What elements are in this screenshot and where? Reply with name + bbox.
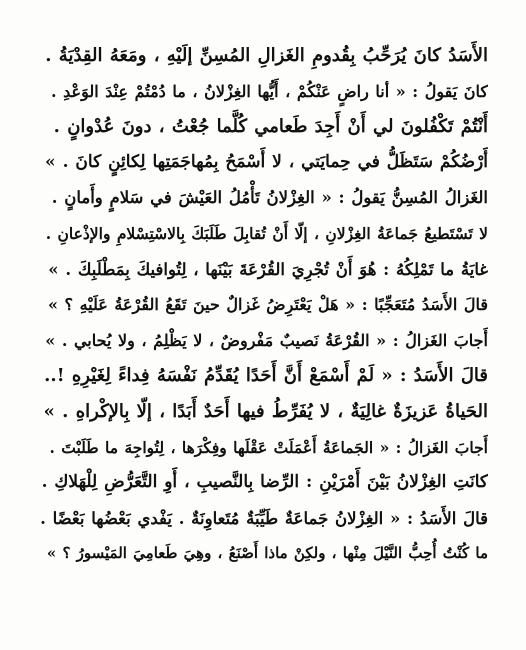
text-line-13: كانَتِ الغِزْلانُ بَيْنَ أَمْرَيْنِ : الرِّضا بِالنَّصيبِ ، أَوِ التَّعَرُّضِ لِلْهَلاكِ . xyxy=(41,472,488,493)
text-line-5: الغَزالُ المُسِنُّ يَقولُ : « الغِزْلانُ تَأْمُلُ العَيْشَ في سَلامٍ وأَمانٍ . xyxy=(51,188,488,208)
text-line-14: قالَ الأَسَدُ : « الغِزْلانُ جَماعَةٌ طَيِّبَةٌ مُتَعاوِنَةٌ . يَفْدي بَعْضُها بَعْضًا . xyxy=(40,508,488,528)
text-line-6: لا تَسْتَطيعُ جَماعَةُ الغِزْلانِ ، إلّا أَنْ تُقابِلَ طَلَبَكَ بِالاسْتِسْلامِ والإذْعانِ . xyxy=(45,223,488,243)
text-line-1: الأَسَدُ كانَ يُرَحِّبُ بِقُدومِ الغَزالِ المُسِنِّ إلَيْهِ ، ومَعَهُ القِدْيَةُ . xyxy=(45,45,488,66)
text-line-11: الحَياةُ عَزيزَةٌ غالِيَةٌ ، لا يُفَرِّطُ فيها أَحَدٌ أَبَدًا ، إلّا بِالإكْراهِ . » xyxy=(43,400,488,422)
text-line-15: ما كُنْتُ أُحِبُّ النَّيْلَ مِنْها ، ولكِنْ ماذا أَصْنَعُ ، وهِيَ طَعامِيَ المَيْسورُ ؟ » xyxy=(46,544,488,563)
text-line-2: كانَ يَقولُ : « أنا راضٍ عَنْكُمْ ، أَيُّها الغِزْلانُ ، ما دُمْتُمْ عِنْدَ الوَعْدِ . xyxy=(51,81,488,101)
text-line-3: أَنْتُمْ تَكْفُلونَ لي أَنْ أَجِدَ طَعامي كُلَّما جُعْتُ ، دونَ عُدْوانٍ . xyxy=(53,116,488,138)
story-text xyxy=(40,38,488,572)
text-line-4: أَرْضُكُمْ سَتَظَلُّ في حِمايَتي ، لا أَسْمَحُ بِمُهاجَمَتِها لِكائِنٍ كانَ . » xyxy=(45,151,488,172)
text-line-7: غايَةُ ما تَمْلِكُهُ : هُوَ أَنْ تُجْرِيَ القُرْعَةَ بَيْنَها ، لِتُوافيكَ بِمَطْلَبِكَ . » xyxy=(48,259,488,279)
text-line-8: قالَ الأَسَدُ مُتَعَجِّبًا : « هَلْ يَعْتَرِضُ غَزالٌ حينَ تَقَعُ القُرْعَةُ عَلَيْهِ ؟ » xyxy=(47,295,488,315)
text-line-12: أَجابَ الغَزالُ : « الجَماعَةُ أَعْمَلَتْ عَقْلَها وفِكْرَها ، لِتُواجِهَ ما طَلَبْتَ . xyxy=(49,437,488,457)
text-line-9: أَجابَ الغَزالُ : « القُرْعَةُ نَصيبٌ مَفْروضٌ ، لا يَظْلِمُ ، ولا يُحابي . » xyxy=(45,330,488,350)
text-line-10: قالَ الأَسَدُ : « لَمْ أَسْمَعْ أَنَّ أَحَدًا يُقَدِّمُ نَفْسَهُ فِداءً لِغَيْرِهِ !.. xyxy=(44,365,488,387)
